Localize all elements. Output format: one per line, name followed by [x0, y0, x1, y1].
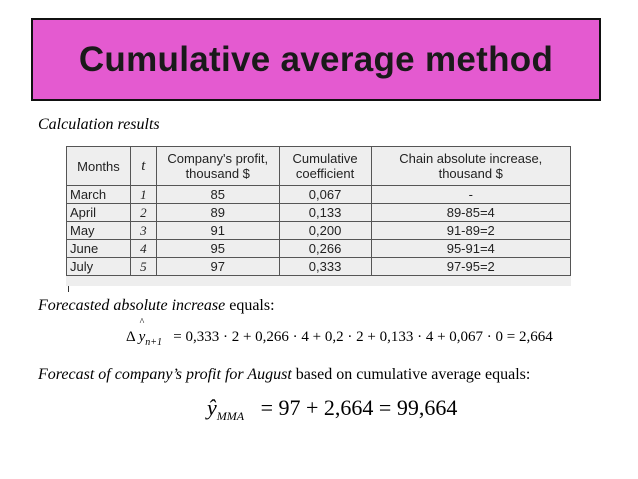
- cell-profit: 89: [156, 204, 279, 222]
- delta-symbol: Δ: [126, 329, 135, 345]
- cell-chain-increase: 89-85=4: [371, 204, 570, 222]
- cell-coefficient: 0,067: [279, 186, 371, 204]
- hat-mark: ^: [139, 317, 145, 328]
- forecast-profit-label-italic: Forecast of company’s profit for August: [38, 366, 292, 383]
- table-edge-mark: [68, 286, 69, 292]
- header-coefficient: [279, 147, 371, 186]
- forecast-increase-formula: [126, 317, 553, 348]
- cell-coefficient: 0,133: [279, 204, 371, 222]
- cell-month: April: [67, 204, 131, 222]
- forecast-increase-label: [38, 297, 275, 315]
- cell-t: 3: [130, 222, 156, 240]
- cell-month: July: [67, 258, 131, 276]
- header-months: Months: [67, 147, 131, 186]
- y-hat-mma-variable: ŷ: [207, 395, 217, 420]
- cell-month: June: [67, 240, 131, 258]
- table-row: [67, 258, 571, 276]
- y-variable: y: [138, 329, 146, 345]
- header-chain-line2: thousand $: [438, 166, 503, 181]
- forecast-profit-label-rest: based on cumulative average equals:: [291, 366, 531, 383]
- header-profit-line2: thousand $: [185, 166, 250, 181]
- table-row: [67, 204, 571, 222]
- cell-profit: 85: [156, 186, 279, 204]
- cell-coefficient: 0,333: [279, 258, 371, 276]
- cell-profit: 97: [156, 258, 279, 276]
- header-t: t: [130, 147, 156, 186]
- header-profit-line1: Company's profit,: [167, 151, 269, 166]
- forecast-increase-label-rest: equals:: [225, 297, 275, 314]
- cell-chain-increase: 97-95=2: [371, 258, 570, 276]
- title-banner: [31, 18, 601, 101]
- header-coef-line2: coefficient: [295, 166, 355, 181]
- header-coef-line1: Cumulative: [292, 151, 358, 166]
- table-row: [67, 222, 571, 240]
- cell-t: 4: [130, 240, 156, 258]
- forecast-increase-expression: = 0,333 · 2 + 0,266 · 4 + 0,2 · 2 + 0,133 · 4 + 0,067 · 0 = 2,664: [173, 329, 553, 345]
- results-table: [66, 146, 571, 276]
- results-table-container: [66, 146, 571, 286]
- cell-t: 1: [130, 186, 156, 204]
- header-chain-line1: Chain absolute increase,: [399, 151, 543, 166]
- slide-title: Cumulative average method: [78, 39, 554, 79]
- cell-profit: 95: [156, 240, 279, 258]
- forecast-increase-label-italic: Forecasted absolute increase: [38, 297, 226, 314]
- table-caption: Calculation results: [38, 116, 160, 133]
- cell-month: May: [67, 222, 131, 240]
- cell-chain-increase: 95-91=4: [371, 240, 570, 258]
- header-profit: [156, 147, 279, 186]
- cell-t: 2: [130, 204, 156, 222]
- y-hat-variable: [138, 317, 146, 345]
- forecast-profit-formula: [207, 395, 457, 424]
- subscript-n-plus-1: n+1: [145, 337, 162, 348]
- subscript-mma: MMA: [216, 409, 245, 423]
- cell-chain-increase: 91-89=2: [371, 222, 570, 240]
- table-row: [67, 186, 571, 204]
- forecast-profit-label: [38, 366, 530, 384]
- cell-month: March: [67, 186, 131, 204]
- forecast-profit-expression: = 97 + 2,664 = 99,664: [260, 395, 458, 420]
- table-header-row: [67, 147, 571, 186]
- table-row: [67, 240, 571, 258]
- cell-t: 5: [130, 258, 156, 276]
- cell-chain-increase: -: [371, 186, 570, 204]
- cell-coefficient: 0,200: [279, 222, 371, 240]
- cell-profit: 91: [156, 222, 279, 240]
- header-chain-increase: [371, 147, 570, 186]
- cell-coefficient: 0,266: [279, 240, 371, 258]
